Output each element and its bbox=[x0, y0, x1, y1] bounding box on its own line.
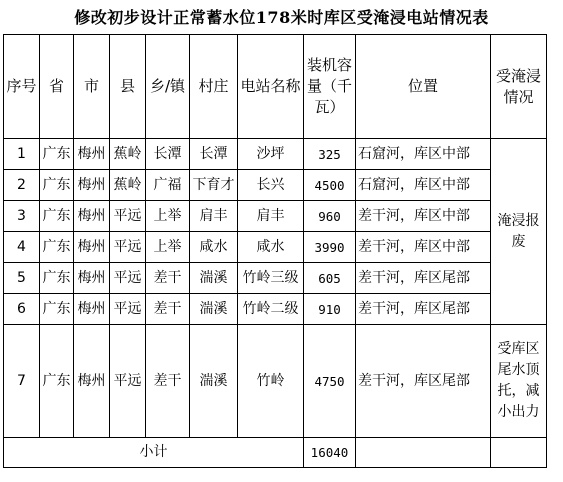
cell-seq: 7 bbox=[4, 325, 40, 438]
cell-county: 平远 bbox=[110, 232, 146, 263]
cell-capacity: 325 bbox=[304, 139, 356, 170]
table-row bbox=[4, 201, 547, 232]
cell-province: 广东 bbox=[40, 325, 74, 438]
subtotal-row bbox=[4, 438, 547, 468]
header-status-text: 受淹浸情况 bbox=[495, 66, 541, 106]
cell-county: 平远 bbox=[110, 201, 146, 232]
header-location: 位置 bbox=[356, 35, 491, 139]
cell-village: 湍溪 bbox=[190, 325, 238, 438]
cell-city: 梅州 bbox=[74, 325, 110, 438]
cell-city: 梅州 bbox=[74, 232, 110, 263]
cell-village: 湍溪 bbox=[190, 263, 238, 294]
header-row bbox=[4, 35, 547, 139]
cell-city: 梅州 bbox=[74, 139, 110, 170]
subtotal-status-empty bbox=[491, 438, 547, 468]
cell-capacity: 605 bbox=[304, 263, 356, 294]
cell-location: 差干河，库区中部 bbox=[356, 201, 491, 232]
cell-seq: 4 bbox=[4, 232, 40, 263]
cell-capacity: 4750 bbox=[304, 325, 356, 438]
cell-city: 梅州 bbox=[74, 263, 110, 294]
cell-city: 梅州 bbox=[74, 170, 110, 201]
cell-village: 咸水 bbox=[190, 232, 238, 263]
table-row bbox=[4, 139, 547, 170]
header-capacity bbox=[304, 35, 356, 139]
cell-capacity: 910 bbox=[304, 294, 356, 325]
cell-station: 竹岭 bbox=[238, 325, 304, 438]
cell-seq: 3 bbox=[4, 201, 40, 232]
cell-status bbox=[491, 325, 547, 438]
header-capacity-text: 装机容量（千瓦） bbox=[306, 56, 352, 116]
status-group-text: 淹浸报废 bbox=[497, 212, 540, 250]
cell-location: 差干河，库区尾部 bbox=[356, 325, 491, 438]
cell-capacity: 960 bbox=[304, 201, 356, 232]
cell-province: 广东 bbox=[40, 263, 74, 294]
cell-town: 长潭 bbox=[146, 139, 190, 170]
cell-province: 广东 bbox=[40, 232, 74, 263]
cell-village: 长潭 bbox=[190, 139, 238, 170]
hydropower-station-table bbox=[3, 34, 547, 468]
cell-capacity: 3990 bbox=[304, 232, 356, 263]
cell-province: 广东 bbox=[40, 139, 74, 170]
cell-county: 平远 bbox=[110, 294, 146, 325]
header-county: 县 bbox=[110, 35, 146, 139]
cell-village: 下育才 bbox=[190, 170, 238, 201]
table-row bbox=[4, 232, 547, 263]
table-row bbox=[4, 263, 547, 294]
cell-station: 沙坪 bbox=[238, 139, 304, 170]
cell-village: 肩丰 bbox=[190, 201, 238, 232]
cell-town: 差干 bbox=[146, 325, 190, 438]
cell-station: 肩丰 bbox=[238, 201, 304, 232]
cell-province: 广东 bbox=[40, 294, 74, 325]
cell-status-group bbox=[491, 139, 547, 325]
cell-station: 咸水 bbox=[238, 232, 304, 263]
cell-station: 竹岭二级 bbox=[238, 294, 304, 325]
header-status bbox=[491, 35, 547, 139]
cell-province: 广东 bbox=[40, 201, 74, 232]
cell-seq: 2 bbox=[4, 170, 40, 201]
header-station: 电站名称 bbox=[238, 35, 304, 139]
table-title: 修改初步设计正常蓄水位178米时库区受淹浸电站情况表 bbox=[74, 8, 489, 27]
status-row7-text: 受库区尾水顶托，减小出力 bbox=[497, 341, 540, 420]
cell-location: 石窟河，库区中部 bbox=[356, 139, 491, 170]
cell-county: 蕉岭 bbox=[110, 170, 146, 201]
subtotal-capacity: 16040 bbox=[304, 438, 356, 468]
cell-city: 梅州 bbox=[74, 201, 110, 232]
cell-capacity: 4500 bbox=[304, 170, 356, 201]
cell-location: 差干河，库区中部 bbox=[356, 232, 491, 263]
cell-city: 梅州 bbox=[74, 294, 110, 325]
cell-county: 平远 bbox=[110, 263, 146, 294]
cell-location: 差干河，库区尾部 bbox=[356, 263, 491, 294]
header-village: 村庄 bbox=[190, 35, 238, 139]
header-town: 乡/镇 bbox=[146, 35, 190, 139]
cell-location: 石窟河，库区中部 bbox=[356, 170, 491, 201]
table-row bbox=[4, 325, 547, 438]
header-city: 市 bbox=[74, 35, 110, 139]
cell-town: 差干 bbox=[146, 263, 190, 294]
cell-province: 广东 bbox=[40, 170, 74, 201]
cell-county: 平远 bbox=[110, 325, 146, 438]
subtotal-location-empty bbox=[356, 438, 491, 468]
cell-village: 湍溪 bbox=[190, 294, 238, 325]
cell-town: 上举 bbox=[146, 201, 190, 232]
cell-seq: 6 bbox=[4, 294, 40, 325]
subtotal-label: 小计 bbox=[4, 438, 304, 468]
cell-county: 蕉岭 bbox=[110, 139, 146, 170]
cell-town: 广福 bbox=[146, 170, 190, 201]
table-row bbox=[4, 170, 547, 201]
table-row bbox=[4, 294, 547, 325]
cell-seq: 1 bbox=[4, 139, 40, 170]
cell-station: 长兴 bbox=[238, 170, 304, 201]
cell-station: 竹岭三级 bbox=[238, 263, 304, 294]
cell-town: 上举 bbox=[146, 232, 190, 263]
header-province: 省 bbox=[40, 35, 74, 139]
cell-town: 差干 bbox=[146, 294, 190, 325]
header-seq: 序号 bbox=[4, 35, 40, 139]
cell-seq: 5 bbox=[4, 263, 40, 294]
cell-location: 差干河，库区尾部 bbox=[356, 294, 491, 325]
